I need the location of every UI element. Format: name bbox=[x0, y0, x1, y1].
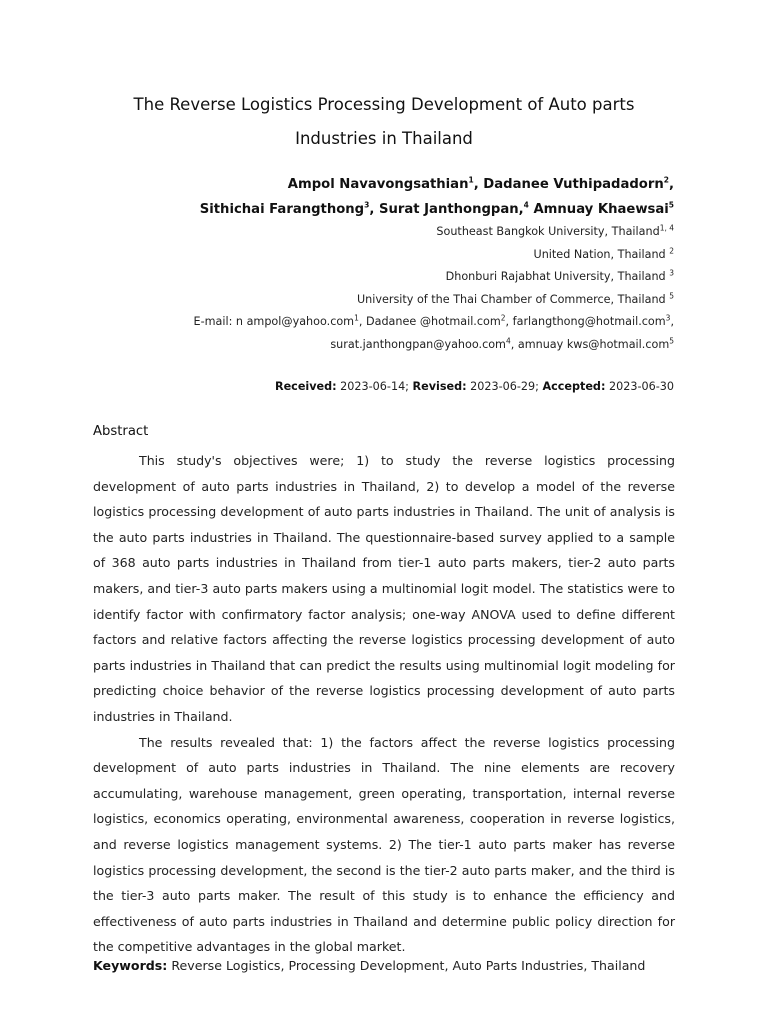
affiliation-line bbox=[74, 266, 674, 289]
author-name: Ampol Navavongsathian bbox=[287, 177, 469, 192]
author-superscript: 5 bbox=[668, 200, 674, 210]
abstract-heading: Abstract bbox=[93, 424, 149, 439]
author-superscript: 1 bbox=[468, 175, 474, 185]
author-list bbox=[74, 172, 674, 222]
author-name: Amnuay Khaewsai bbox=[528, 202, 669, 217]
keywords-text: Reverse Logistics, Processing Development, Auto Parts Industries, Thailand bbox=[167, 958, 646, 973]
accepted-label: Accepted: bbox=[542, 380, 606, 393]
affiliation-superscript: 3 bbox=[669, 268, 674, 278]
email-line-2 bbox=[74, 334, 674, 357]
affiliation-text: Dhonburi Rajabhat University, Thailand bbox=[445, 270, 670, 283]
abstract-paragraph-2: The results revealed that: 1) the factors affect the reverse logistics processing development of auto parts industries in Thailand. The nine elements are recovery accumulating, warehouse management, green operating, transportation, internal reverse logistics, economics operating, environmental awareness, cooperation in reverse logistics, and reverse logistics management systems. 2) The tier-1 auto parts maker has reverse logistics processing development, the second is the tier-2 auto parts maker, and the third is the tier-3 auto parts maker. The result of this study is to enhance the efficiency and effectiveness of auto parts industries in Thailand and determine public policy direction for the competitive advantages in the global market. bbox=[93, 734, 675, 955]
revised-label: Revised: bbox=[412, 380, 467, 393]
received-label: Received: bbox=[274, 380, 337, 393]
email-text: surat.janthongpan@yahoo.com bbox=[330, 337, 506, 351]
abstract-paragraph-1: This study's objectives were; 1) to study the reverse logistics processing development of auto parts industries in Thailand, 2) to develop a model of the reverse logistics processing development of auto parts industries in Thailand. The unit of analysis is the auto parts industries in Thailand. The questionnaire-based survey applied to a sample of 368 auto parts industries in Thailand from tier-1 auto parts makers, tier-2 auto parts makers, and tier-3 auto parts makers using a multinomial logit model. The statistics were to identify factor with confirmatory factor analysis; one-way ANOVA used to define different factors and relative factors affecting the reverse logistics processing development of auto parts industries in Thailand that can predict the results using multinomial logit modeling for predicting choice behavior of the reverse logistics processing development of auto parts industries in Thailand. bbox=[93, 453, 675, 724]
email-superscript: 1 bbox=[354, 313, 359, 323]
author-name: , Surat Janthongpan, bbox=[369, 202, 524, 217]
affiliation-block bbox=[74, 221, 674, 356]
author-line-1 bbox=[74, 172, 674, 197]
accepted-date: 2023-06-30 bbox=[605, 380, 674, 393]
author-line-2 bbox=[74, 197, 674, 222]
email-text: , farlangthong@hotmail.com bbox=[505, 315, 666, 328]
email-superscript: 4 bbox=[505, 335, 511, 345]
affiliation-line bbox=[74, 289, 674, 312]
author-name: , Dadanee Vuthipadadorn bbox=[473, 177, 664, 192]
email-text: E-mail: n ampol@yahoo.com bbox=[193, 315, 355, 328]
submission-dates bbox=[74, 378, 674, 396]
title-line-2: Industries in Thailand bbox=[295, 129, 473, 148]
author-name: Sithichai Farangthong bbox=[199, 202, 365, 217]
affiliation-superscript: 2 bbox=[669, 245, 674, 255]
received-date: 2023-06-14; bbox=[336, 380, 413, 393]
email-superscript: 3 bbox=[665, 313, 671, 323]
abstract-body bbox=[93, 448, 675, 960]
keywords-label: Keywords: bbox=[93, 958, 168, 973]
affiliation-superscript: 5 bbox=[669, 290, 674, 300]
email-separator: , bbox=[670, 315, 674, 328]
email-text: , amnuay kws@hotmail.com bbox=[510, 337, 670, 351]
author-superscript: 4 bbox=[523, 200, 529, 210]
affiliation-text: United Nation, Thailand bbox=[533, 247, 670, 261]
author-separator: , bbox=[668, 177, 674, 192]
paper-title bbox=[60, 88, 708, 156]
author-superscript: 2 bbox=[663, 175, 669, 185]
email-superscript: 2 bbox=[500, 313, 506, 323]
email-superscript: 5 bbox=[669, 335, 674, 345]
affiliation-text: Southeast Bangkok University, Thailand bbox=[436, 225, 660, 238]
affiliation-text: University of the Thai Chamber of Commerce, Thailand bbox=[356, 292, 670, 306]
author-superscript: 3 bbox=[364, 200, 370, 210]
title-line-1: The Reverse Logistics Processing Development of Auto parts bbox=[133, 95, 635, 114]
revised-date: 2023-06-29; bbox=[466, 380, 543, 393]
affiliation-line bbox=[74, 244, 674, 267]
email-text: , Dadanee @hotmail.com bbox=[358, 315, 501, 328]
affiliation-superscript: 1, 4 bbox=[659, 223, 674, 233]
keywords-line bbox=[93, 956, 693, 976]
affiliation-line bbox=[74, 221, 674, 244]
email-line-1 bbox=[74, 311, 674, 334]
